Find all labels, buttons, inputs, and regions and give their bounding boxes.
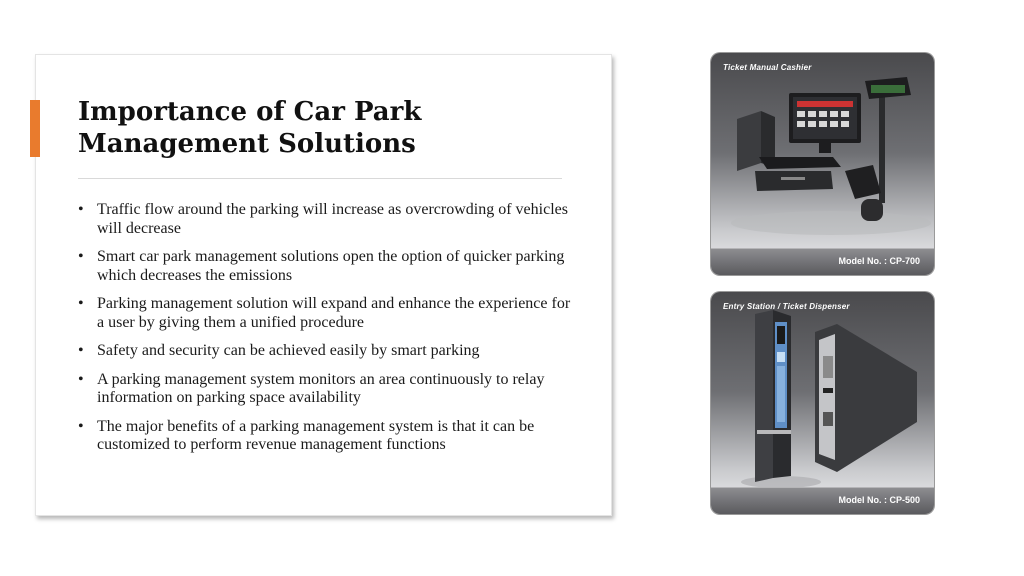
bullet-dot: • [78,248,84,265]
bullet-dot: • [78,201,84,218]
bullet-item [78,371,578,408]
model-label-bar [711,487,934,514]
slide-title: Importance of Car Park Management Solutions [78,97,422,159]
bullet-text: Traffic flow around the parking will increase as overcrowding of vehicles will decrease [97,201,568,237]
title-divider [78,178,562,179]
model-number: Model No. : CP-700 [838,256,920,266]
bullet-text: A parking management system monitors an area continuously to relay information on parking space availability [97,370,545,406]
bullet-dot: • [78,295,84,312]
product-heading: Ticket Manual Cashier [723,63,812,72]
bullet-item [78,342,578,361]
bullet-dot: • [78,342,84,359]
bullet-text: The major benefits of a parking management system is that it can be customized to perform revenue management functions [97,417,535,453]
product-image-cashier [711,53,934,275]
entry-station-illustration [711,292,934,488]
bullet-text: Safety and security can be achieved easily by smart parking [97,342,480,359]
product-image-entry-station [711,292,934,514]
model-label-bar [711,248,934,275]
bullet-item [78,248,578,285]
cashier-terminal-illustration [711,53,934,249]
bullet-item [78,295,578,332]
bullet-item [78,201,578,238]
bullet-text: Parking management solution will expand and enhance the experience for a user by giving them a unified procedure [97,295,571,331]
bullet-dot: • [78,417,84,435]
bullet-item [78,418,578,455]
product-heading: Entry Station / Ticket Dispenser [723,302,850,311]
model-number: Model No. : CP-500 [838,495,920,505]
bullet-text: Smart car park management solutions open the option of quicker parking which decreases the emissions [97,248,565,284]
bullet-dot: • [78,370,84,388]
title-accent-bar [30,100,40,157]
bullet-list [78,201,578,465]
